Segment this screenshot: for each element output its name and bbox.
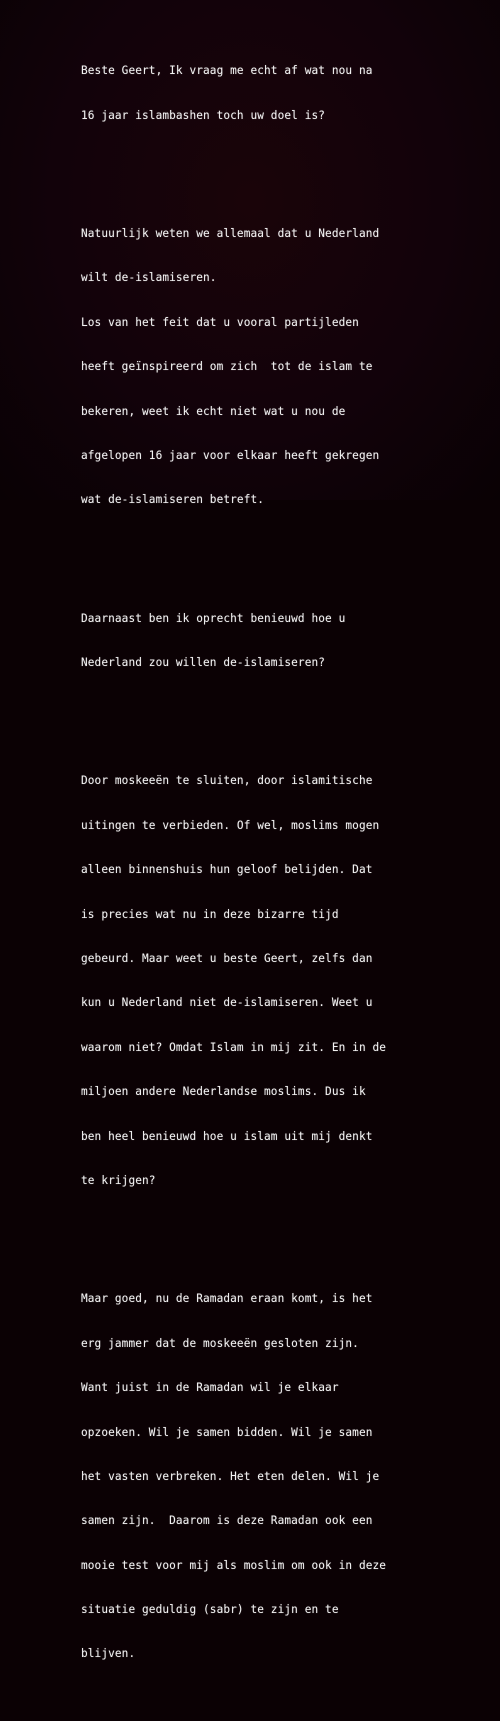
text-line: is precies wat nu in deze bizarre tijd [81, 907, 339, 921]
text-line: afgelopen 16 jaar voor elkaar heeft gekregen [81, 448, 380, 462]
text-line: Want juist in de Ramadan wil je elkaar [81, 1381, 339, 1395]
text-line: Daarnaast ben ik oprecht benieuwd hoe u [81, 611, 346, 625]
text-line: wilt de-islamiseren. [81, 271, 217, 285]
text-line: miljoen andere Nederlandse moslims. Dus ik [81, 1085, 366, 1099]
text-line: erg jammer dat de moskeeën gesloten zijn. [81, 1336, 359, 1350]
paragraph-ramadan [81, 1263, 491, 1692]
text-line: te krijgen? [81, 1173, 156, 1187]
text-line: ben heel benieuwd hoe u islam uit mij denkt [81, 1129, 373, 1143]
text-line: Natuurlijk weten we allemaal dat u Nederland [81, 226, 380, 240]
text-line: het vasten verbreken. Het eten delen. Wil je [81, 1469, 380, 1483]
text-line: waarom niet? Omdat Islam in mij zit. En in de [81, 1040, 387, 1054]
text-line: bekeren, weet ik echt niet wat u nou de [81, 404, 346, 418]
open-letter-text [81, 5, 491, 1721]
text-line: Beste Geert, Ik vraag me echt af wat nou na [81, 64, 373, 78]
text-line: wat de-islamiseren betreft. [81, 493, 265, 507]
text-line: Los van het feit dat u vooral partijleden [81, 315, 359, 329]
paragraph-question [81, 582, 491, 700]
text-line: Maar goed, nu de Ramadan eraan komt, is het [81, 1292, 373, 1306]
text-line: blijven. [81, 1647, 136, 1661]
text-line: kun u Nederland niet de-islamiseren. Weet u [81, 996, 373, 1010]
paragraph-mosques [81, 745, 491, 1219]
text-line: situatie geduldig (sabr) te zijn en te [81, 1603, 339, 1617]
text-line: Door moskeeën te sluiten, door islamitische [81, 774, 373, 788]
text-line: opzoeken. Wil je samen bidden. Wil je samen [81, 1425, 373, 1439]
text-line: samen zijn. Daarom is deze Ramadan ook een [81, 1514, 373, 1528]
paragraph-deislamiseren [81, 197, 491, 537]
text-line: 16 jaar islambashen toch uw doel is? [81, 108, 326, 122]
paragraph-greeting [81, 35, 491, 153]
text-line: alleen binnenshuis hun geloof belijden. Dat [81, 863, 373, 877]
text-line: Nederland zou willen de-islamiseren? [81, 656, 326, 670]
text-line: gebeurd. Maar weet u beste Geert, zelfs dan [81, 952, 373, 965]
text-line: mooie test voor mij als moslim om ook in deze [81, 1558, 387, 1572]
text-line: uitingen te verbieden. Of wel, moslims mogen [81, 818, 380, 832]
text-line: heeft geïnspireerd om zich tot de islam te [81, 360, 373, 374]
